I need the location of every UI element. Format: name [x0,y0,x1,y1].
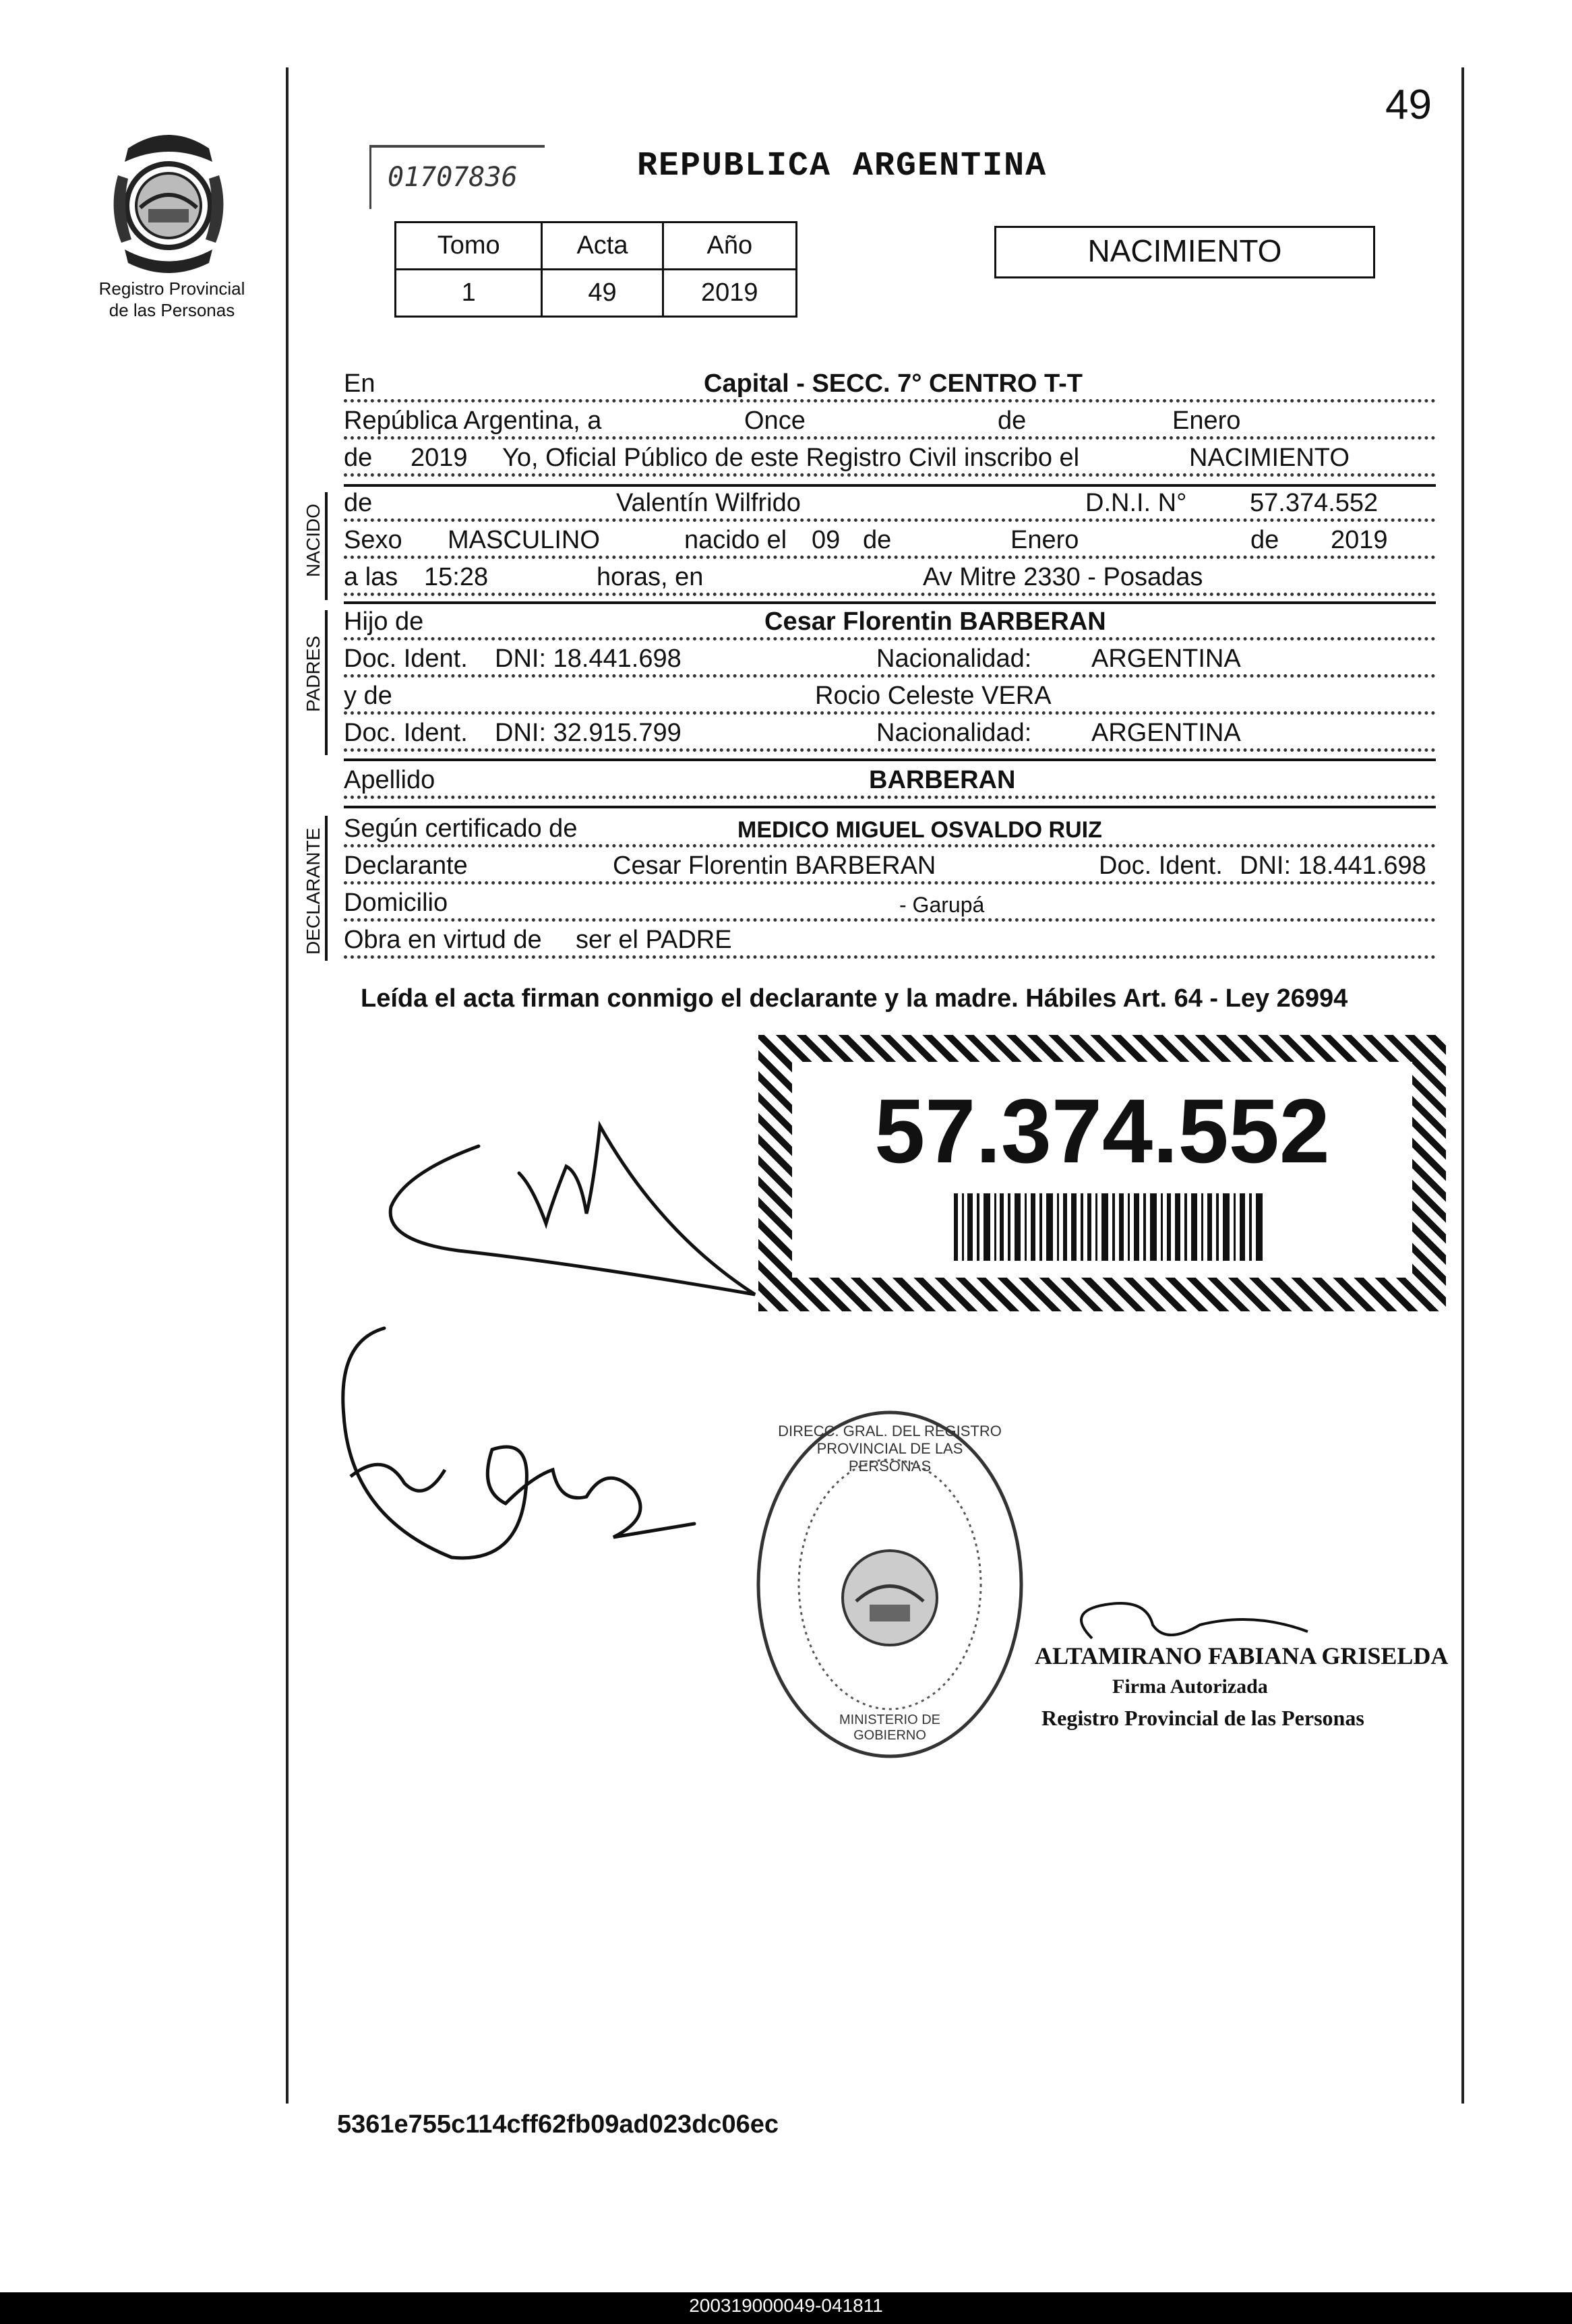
dni-stamp-inner [792,1062,1412,1278]
value-birth-month: Enero [1008,526,1081,555]
separator-2 [344,601,1436,604]
right-margin-line [1461,67,1464,2104]
label-obra: Obra en virtud de [344,926,545,955]
barcode-icon [954,1193,1264,1261]
padres-bracket [325,610,328,755]
row-surname [344,764,1436,802]
record-type-box: NACIMIENTO [994,226,1375,278]
label-domicilio: Domicilio [344,889,450,918]
row-date [344,405,1436,442]
registry-value-acta: 49 [542,270,663,317]
row-place [344,367,1436,405]
label-de4: de [863,526,894,555]
row-child [344,487,1436,525]
value-address: - Garupá [897,893,987,918]
label-hijo: Hijo de [344,607,426,636]
registry-table [394,221,797,318]
value-day-words: Once [742,407,808,436]
row-address [344,887,1436,924]
label-en: En [344,369,377,398]
label-de3: de [344,489,375,518]
value-month: Enero [1170,407,1243,436]
label-segun: Según certificado de [344,814,580,843]
label-alas: a las [344,563,400,592]
label-dni: D.N.I. N° [1085,489,1189,518]
closing-note: Leída el acta firman conmigo el declarante y la madre. Hábiles Art. 64 - Ley 26994 [361,984,1348,1013]
value-birth-time: 15:28 [421,563,491,592]
row-father [344,605,1436,643]
registry-header-ano: Año [663,222,796,270]
row-certificate [344,812,1436,850]
value-surname: BARBERAN [866,766,1018,795]
row-mother-doc [344,717,1436,754]
row-capacity [344,924,1436,961]
province-seal-icon [101,128,236,283]
row-declarant [344,850,1436,887]
value-birth-day: 09 [809,526,843,555]
seal-inner-text: MINISTERIO DE GOBIERNO [839,1712,940,1743]
row-birth [344,524,1436,562]
label-de5: de [1250,526,1281,555]
label-republica: República Argentina, a [344,407,604,436]
document-hash: 5361e755c114cff62fb09ad023dc06ec [337,2110,779,2139]
value-birth-year: 2019 [1328,526,1391,555]
declarant-signature [377,1106,795,1321]
value-certificate: MEDICO MIGUEL OSVALDO RUIZ [735,817,1105,843]
footer-bar [0,2292,1572,2324]
value-year: 2019 [408,444,471,473]
label-declarante: Declarante [344,852,471,881]
value-father-doc: DNI: 18.441.698 [492,645,684,674]
value-child-name: Valentín Wilfrido [613,489,804,518]
row-mother [344,680,1436,717]
value-declarant-doc: DNI: 18.441.698 [1237,852,1429,881]
value-declarant: Cesar Florentin BARBERAN [610,852,938,881]
label-sexo: Sexo [344,526,405,555]
value-father-nat: ARGENTINA [1089,645,1244,674]
side-label-declarante: DECLARANTE [303,827,324,955]
value-capacity: ser el PADRE [573,926,735,955]
dni-stamp-number: 57.374.552 [874,1080,1330,1182]
value-mother-doc: DNI: 32.915.799 [492,719,684,748]
value-child-dni: 57.374.552 [1247,489,1381,518]
left-margin-line [286,67,289,2104]
label-yde: y de [344,682,395,711]
declarante-bracket [325,816,328,961]
row-year [344,442,1436,479]
row-father-doc [344,643,1436,680]
logo-caption [74,278,270,321]
separator-3 [344,758,1436,761]
logo-caption-line2: de las Personas [109,300,235,320]
value-birth-place: Av Mitre 2330 - Posadas [920,563,1205,592]
registry-header-acta: Acta [542,222,663,270]
serial-number: 01707836 [388,162,518,193]
registry-value-tomo: 1 [396,270,542,317]
nacido-bracket [325,492,328,600]
official-name: ALTAMIRANO FABIANA GRISELDA [1035,1642,1449,1669]
label-yo: Yo, Oficial Público de este Registro Civil inscribo el [502,444,1082,473]
side-label-nacido: NACIDO [303,504,324,577]
registry-value-ano: 2019 [663,270,796,317]
value-mother-nat: ARGENTINA [1089,719,1244,748]
dni-stamp [758,1035,1446,1311]
value-sex: MASCULINO [445,526,603,555]
label-nac-mother: Nacionalidad: [876,719,1034,748]
official-office: Registro Provincial de las Personas [1041,1706,1364,1730]
mother-signature [330,1315,721,1584]
province-logo [101,128,236,283]
value-inscribed: NACIMIENTO [1186,444,1352,473]
label-de2: de [344,444,375,473]
registry-header-tomo: Tomo [396,222,542,270]
row-time [344,561,1436,599]
logo-caption-line1: Registro Provincial [98,278,245,299]
document-title: REPUBLICA ARGENTINA [637,147,1048,185]
footer-code: 200319000049-041811 [689,2295,883,2316]
label-doc-mother: Doc. Ident. [344,719,471,748]
label-apellido: Apellido [344,766,437,795]
label-doc-father: Doc. Ident. [344,645,471,674]
label-doc-declarant: Doc. Ident. [1099,852,1226,881]
official-seal [748,1402,1031,1766]
official-role: Firma Autorizada [1112,1675,1268,1698]
value-mother-name: Rocio Celeste VERA [812,682,1054,711]
page-number: 49 [1385,82,1432,128]
label-nacido: nacido el [684,526,789,555]
label-horas: horas, en [597,563,706,592]
value-place: Capital - SECC. 7° CENTRO T-T [701,369,1085,398]
value-father-name: Cesar Florentin BARBERAN [762,607,1109,636]
separator-4 [344,806,1436,808]
label-nac-father: Nacionalidad: [876,645,1034,674]
side-label-padres: PADRES [303,635,324,712]
label-de: de [998,407,1029,436]
seal-ring-text: DIRECC. GRAL. DEL REGISTRO PROVINCIAL DE LAS PERSONAS [778,1423,1002,1474]
